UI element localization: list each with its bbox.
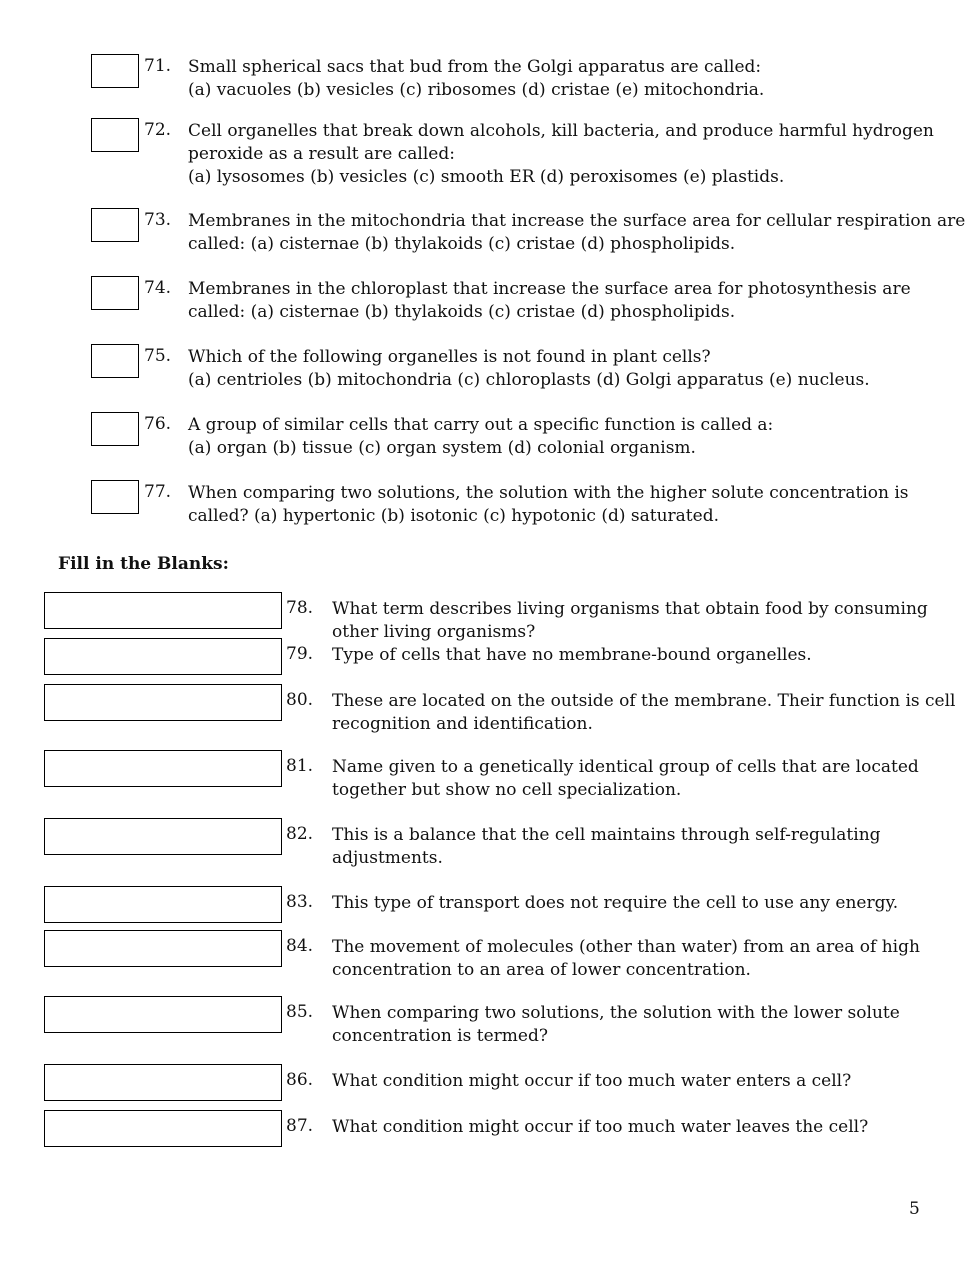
question-number: 77. — [144, 482, 172, 502]
question-options: (a) vacuoles (b) vesicles (c) ribosomes (d) cristae (e) mitochondria. — [188, 80, 765, 100]
blank-text — [332, 598, 932, 644]
blank-number: 87. — [286, 1116, 314, 1136]
blank-number: 84. — [286, 936, 314, 956]
question-options: (a) lysosomes (b) vesicles (c) smooth ER (d) peroxisomes (e) plastids. — [188, 167, 785, 187]
blank-text — [332, 892, 932, 915]
question-text — [188, 346, 928, 392]
blank-number: 86. — [286, 1070, 314, 1090]
answer-box-74[interactable] — [91, 276, 139, 310]
question-number: 71. — [144, 56, 172, 76]
question-text — [188, 56, 928, 102]
blank-number: 83. — [286, 892, 314, 912]
blank-line: together but show no cell specialization. — [332, 780, 682, 800]
question-line: A group of similar cells that carry out a specific function is called a: — [188, 415, 774, 435]
question-text — [188, 120, 934, 189]
blank-line: concentration to an area of lower concentration. — [332, 960, 751, 980]
blank-number: 80. — [286, 690, 314, 710]
blank-text — [332, 644, 932, 667]
section-title: Fill in the Blanks: — [58, 554, 229, 574]
answer-box-76[interactable] — [91, 412, 139, 446]
blank-line: This type of transport does not require the cell to use any energy. — [332, 893, 899, 913]
question-options: (a) organ (b) tissue (c) organ system (d) colonial organism. — [188, 438, 696, 458]
answer-box-71[interactable] — [91, 54, 139, 88]
blank-text — [332, 690, 956, 736]
blank-number: 79. — [286, 644, 314, 664]
blank-text — [332, 936, 932, 982]
question-line: When comparing two solutions, the solution with the higher solute concentration is — [188, 483, 909, 503]
answer-blank-84[interactable] — [44, 930, 282, 967]
question-number: 74. — [144, 278, 172, 298]
question-number: 72. — [144, 120, 172, 140]
question-text — [188, 414, 928, 460]
question-line: Which of the following organelles is not found in plant cells? — [188, 347, 711, 367]
blank-number: 85. — [286, 1002, 314, 1022]
question-line: Membranes in the mitochondria that increase the surface area for cellular respiration are — [188, 211, 966, 231]
blank-line: recognition and identification. — [332, 714, 593, 734]
answer-blank-78[interactable] — [44, 592, 282, 629]
question-text — [188, 278, 928, 324]
question-options: (a) centrioles (b) mitochondria (c) chloroplasts (d) Golgi apparatus (e) nucleus. — [188, 370, 870, 390]
blank-number: 82. — [286, 824, 314, 844]
blank-text — [332, 1116, 932, 1139]
question-options: called: (a) cisternae (b) thylakoids (c) cristae (d) phospholipids. — [188, 302, 736, 322]
question-line: peroxide as a result are called: — [188, 144, 455, 164]
blank-line: Name given to a genetically identical group of cells that are located — [332, 757, 919, 777]
answer-box-73[interactable] — [91, 208, 139, 242]
page-number: 5 — [909, 1199, 920, 1219]
blank-line: The movement of molecules (other than water) from an area of high — [332, 937, 920, 957]
blank-line: other living organisms? — [332, 622, 536, 642]
question-options: called: (a) cisternae (b) thylakoids (c) cristae (d) phospholipids. — [188, 234, 736, 254]
answer-box-75[interactable] — [91, 344, 139, 378]
question-line: Membranes in the chloroplast that increase the surface area for photosynthesis are — [188, 279, 911, 299]
blank-line: These are located on the outside of the membrane. Their function is cell — [332, 691, 956, 711]
answer-blank-82[interactable] — [44, 818, 282, 855]
question-line: Cell organelles that break down alcohols, kill bacteria, and produce harmful hydrogen — [188, 121, 934, 141]
blank-line: What term describes living organisms that obtain food by consuming — [332, 599, 928, 619]
blank-line: What condition might occur if too much water enters a cell? — [332, 1071, 852, 1091]
question-number: 75. — [144, 346, 172, 366]
question-options: called? (a) hypertonic (b) isotonic (c) hypotonic (d) saturated. — [188, 506, 719, 526]
answer-blank-86[interactable] — [44, 1064, 282, 1101]
blank-line: adjustments. — [332, 848, 443, 868]
blank-number: 81. — [286, 756, 314, 776]
question-number: 73. — [144, 210, 172, 230]
question-line: Small spherical sacs that bud from the Golgi apparatus are called: — [188, 57, 762, 77]
blank-text — [332, 1070, 932, 1093]
blank-number: 78. — [286, 598, 314, 618]
answer-blank-85[interactable] — [44, 996, 282, 1033]
blank-text — [332, 756, 932, 802]
blank-line: This is a balance that the cell maintains through self-regulating — [332, 825, 881, 845]
blank-text — [332, 824, 932, 870]
blank-line: What condition might occur if too much water leaves the cell? — [332, 1117, 869, 1137]
question-number: 76. — [144, 414, 172, 434]
answer-blank-81[interactable] — [44, 750, 282, 787]
answer-blank-83[interactable] — [44, 886, 282, 923]
blank-line: Type of cells that have no membrane-bound organelles. — [332, 645, 812, 665]
question-text — [188, 210, 966, 256]
blank-line: concentration is termed? — [332, 1026, 548, 1046]
blank-text — [332, 1002, 932, 1048]
blank-line: When comparing two solutions, the solution with the lower solute — [332, 1003, 900, 1023]
answer-blank-80[interactable] — [44, 684, 282, 721]
answer-blank-79[interactable] — [44, 638, 282, 675]
answer-blank-87[interactable] — [44, 1110, 282, 1147]
answer-box-72[interactable] — [91, 118, 139, 152]
question-text — [188, 482, 928, 528]
answer-box-77[interactable] — [91, 480, 139, 514]
